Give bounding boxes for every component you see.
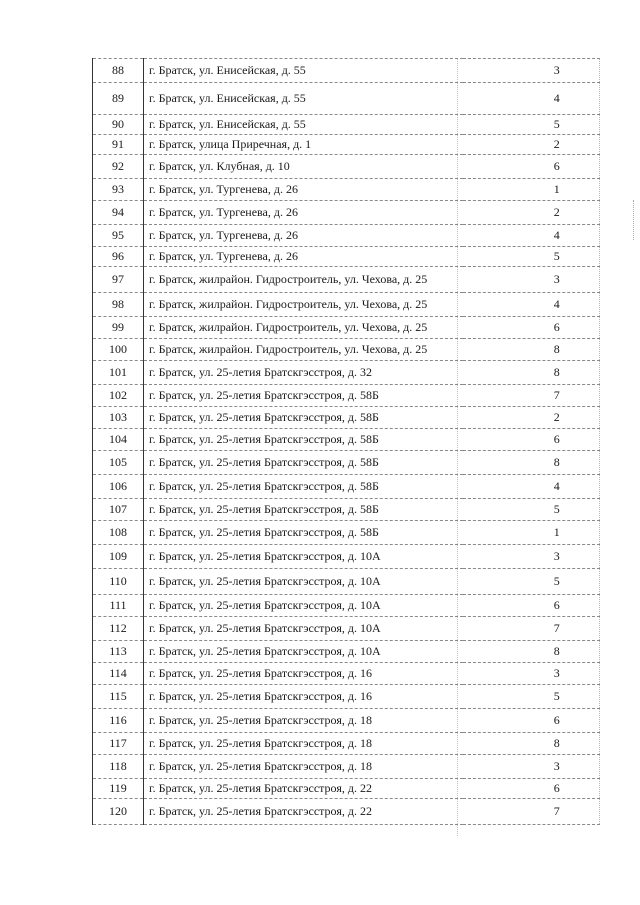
address-cell: г. Братск, ул. 25-летия Братскгэсстроя, д. 22 bbox=[144, 799, 464, 825]
value-cell: 3 bbox=[463, 267, 599, 293]
value-cell: 5 bbox=[463, 247, 599, 267]
address-cell: г. Братск, улица Приречная, д. 1 bbox=[144, 135, 464, 155]
table-row bbox=[93, 779, 600, 799]
value-cell: 8 bbox=[463, 361, 599, 385]
table-row bbox=[93, 83, 600, 115]
address-cell: г. Братск, ул. 25-летия Братскгэсстроя, д. 58Б bbox=[144, 429, 464, 451]
row-number: 109 bbox=[93, 545, 144, 569]
address-cell: г. Братск, ул. 25-летия Братскгэсстроя, д. 58Б bbox=[144, 385, 464, 407]
table-row bbox=[93, 225, 600, 247]
table-row bbox=[93, 407, 600, 429]
value-cell: 8 bbox=[463, 451, 599, 475]
value-cell: 6 bbox=[463, 317, 599, 339]
value-cell: 4 bbox=[463, 475, 599, 499]
table-row bbox=[93, 429, 600, 451]
row-number: 96 bbox=[93, 247, 144, 267]
table-row bbox=[93, 755, 600, 779]
row-number: 105 bbox=[93, 451, 144, 475]
table-row bbox=[93, 179, 600, 201]
row-number: 95 bbox=[93, 225, 144, 247]
row-number: 106 bbox=[93, 475, 144, 499]
row-number: 101 bbox=[93, 361, 144, 385]
row-number: 94 bbox=[93, 201, 144, 225]
address-cell: г. Братск, ул. Енисейская, д. 55 bbox=[144, 115, 464, 135]
table-row bbox=[93, 339, 600, 361]
address-cell: г. Братск, ул. 25-летия Братскгэсстроя, д. 58Б bbox=[144, 451, 464, 475]
row-number: 102 bbox=[93, 385, 144, 407]
row-number: 91 bbox=[93, 135, 144, 155]
address-cell: г. Братск, ул. 25-летия Братскгэсстроя, д. 18 bbox=[144, 755, 464, 779]
row-number: 112 bbox=[93, 617, 144, 641]
row-number: 115 bbox=[93, 685, 144, 709]
value-cell: 8 bbox=[463, 641, 599, 663]
table-row bbox=[93, 663, 600, 685]
value-cell: 7 bbox=[463, 385, 599, 407]
address-cell: г. Братск, ул. 25-летия Братскгэсстроя, д. 22 bbox=[144, 779, 464, 799]
table-row bbox=[93, 617, 600, 641]
row-number: 90 bbox=[93, 115, 144, 135]
table-row bbox=[93, 293, 600, 317]
address-cell: г. Братск, ул. 25-летия Братскгэсстроя, д. 58Б bbox=[144, 499, 464, 521]
address-cell: г. Братск, ул. 25-летия Братскгэсстроя, д. 10А bbox=[144, 617, 464, 641]
value-cell: 5 bbox=[463, 115, 599, 135]
table-row bbox=[93, 385, 600, 407]
table-row bbox=[93, 685, 600, 709]
row-number: 103 bbox=[93, 407, 144, 429]
address-cell: г. Братск, ул. 25-летия Братскгэсстроя, д. 10А bbox=[144, 545, 464, 569]
row-number: 117 bbox=[93, 733, 144, 755]
address-cell: г. Братск, ул. 25-летия Братскгэсстроя, д. 58Б bbox=[144, 475, 464, 499]
table-row bbox=[93, 569, 600, 595]
address-cell: г. Братск, жилрайон. Гидростроитель, ул. Чехова, д. 25 bbox=[144, 267, 464, 293]
address-cell: г. Братск, ул. Енисейская, д. 55 bbox=[144, 59, 464, 83]
row-number: 98 bbox=[93, 293, 144, 317]
table-row bbox=[93, 545, 600, 569]
row-number: 111 bbox=[93, 595, 144, 617]
address-cell: г. Братск, ул. Енисейская, д. 55 bbox=[144, 83, 464, 115]
table-row bbox=[93, 155, 600, 179]
row-number: 110 bbox=[93, 569, 144, 595]
value-cell: 1 bbox=[463, 521, 599, 545]
address-cell: г. Братск, ул. 25-летия Братскгэсстроя, д. 18 bbox=[144, 709, 464, 733]
value-cell: 6 bbox=[463, 595, 599, 617]
value-cell: 2 bbox=[463, 135, 599, 155]
row-number: 93 bbox=[93, 179, 144, 201]
value-cell: 6 bbox=[463, 155, 599, 179]
address-table bbox=[92, 58, 600, 825]
value-cell: 3 bbox=[463, 663, 599, 685]
address-cell: г. Братск, жилрайон. Гидростроитель, ул. Чехова, д. 25 bbox=[144, 339, 464, 361]
row-number: 113 bbox=[93, 641, 144, 663]
value-cell: 3 bbox=[463, 59, 599, 83]
value-cell: 3 bbox=[463, 545, 599, 569]
row-number: 100 bbox=[93, 339, 144, 361]
address-cell: г. Братск, ул. Клубная, д. 10 bbox=[144, 155, 464, 179]
table-row bbox=[93, 709, 600, 733]
value-cell: 5 bbox=[463, 569, 599, 595]
table-row bbox=[93, 499, 600, 521]
address-cell: г. Братск, ул. 25-летия Братскгэсстроя, д. 16 bbox=[144, 663, 464, 685]
address-cell: г. Братск, ул. 25-летия Братскгэсстроя, д. 16 bbox=[144, 685, 464, 709]
row-number: 120 bbox=[93, 799, 144, 825]
table-row bbox=[93, 641, 600, 663]
value-cell: 4 bbox=[463, 83, 599, 115]
table-row bbox=[93, 317, 600, 339]
table-row bbox=[93, 59, 600, 83]
table-row bbox=[93, 521, 600, 545]
value-cell: 7 bbox=[463, 799, 599, 825]
row-number: 104 bbox=[93, 429, 144, 451]
value-cell: 7 bbox=[463, 617, 599, 641]
row-number: 88 bbox=[93, 59, 144, 83]
row-number: 99 bbox=[93, 317, 144, 339]
address-cell: г. Братск, ул. Тургенева, д. 26 bbox=[144, 201, 464, 225]
row-number: 108 bbox=[93, 521, 144, 545]
table-row bbox=[93, 799, 600, 825]
address-cell: г. Братск, ул. 25-летия Братскгэсстроя, д. 10А bbox=[144, 641, 464, 663]
table-row bbox=[93, 451, 600, 475]
row-number: 97 bbox=[93, 267, 144, 293]
table-row bbox=[93, 247, 600, 267]
address-cell: г. Братск, ул. 25-летия Братскгэсстроя, д. 32 bbox=[144, 361, 464, 385]
address-cell: г. Братск, ул. Тургенева, д. 26 bbox=[144, 247, 464, 267]
address-table-body bbox=[93, 59, 600, 825]
table-row bbox=[93, 201, 600, 225]
table-row bbox=[93, 135, 600, 155]
row-number: 107 bbox=[93, 499, 144, 521]
table-row bbox=[93, 475, 600, 499]
value-cell: 6 bbox=[463, 709, 599, 733]
row-number: 92 bbox=[93, 155, 144, 179]
table-row bbox=[93, 361, 600, 385]
value-cell: 6 bbox=[463, 779, 599, 799]
value-cell: 5 bbox=[463, 499, 599, 521]
address-cell: г. Братск, ул. 25-летия Братскгэсстроя, д. 58Б bbox=[144, 521, 464, 545]
address-cell: г. Братск, жилрайон. Гидростроитель, ул. Чехова, д. 25 bbox=[144, 293, 464, 317]
value-cell: 8 bbox=[463, 733, 599, 755]
value-cell: 4 bbox=[463, 225, 599, 247]
value-cell: 2 bbox=[463, 201, 599, 225]
row-number: 119 bbox=[93, 779, 144, 799]
address-cell: г. Братск, ул. 25-летия Братскгэсстроя, д. 10А bbox=[144, 595, 464, 617]
value-cell: 1 bbox=[463, 179, 599, 201]
address-cell: г. Братск, ул. 25-летия Братскгэсстроя, д. 10А bbox=[144, 569, 464, 595]
row-number: 89 bbox=[93, 83, 144, 115]
table-row bbox=[93, 115, 600, 135]
address-cell: г. Братск, ул. 25-летия Братскгэсстроя, д. 18 bbox=[144, 733, 464, 755]
value-cell: 2 bbox=[463, 407, 599, 429]
row-number: 116 bbox=[93, 709, 144, 733]
value-cell: 3 bbox=[463, 755, 599, 779]
address-cell: г. Братск, ул. 25-летия Братскгэсстроя, д. 58Б bbox=[144, 407, 464, 429]
value-cell: 4 bbox=[463, 293, 599, 317]
table-row bbox=[93, 267, 600, 293]
address-cell: г. Братск, жилрайон. Гидростроитель, ул. Чехова, д. 25 bbox=[144, 317, 464, 339]
table-row bbox=[93, 595, 600, 617]
scan-edge-mark bbox=[633, 200, 636, 240]
address-cell: г. Братск, ул. Тургенева, д. 26 bbox=[144, 225, 464, 247]
value-cell: 5 bbox=[463, 685, 599, 709]
row-number: 114 bbox=[93, 663, 144, 685]
value-cell: 6 bbox=[463, 429, 599, 451]
row-number: 118 bbox=[93, 755, 144, 779]
value-cell: 8 bbox=[463, 339, 599, 361]
address-cell: г. Братск, ул. Тургенева, д. 26 bbox=[144, 179, 464, 201]
table-row bbox=[93, 733, 600, 755]
